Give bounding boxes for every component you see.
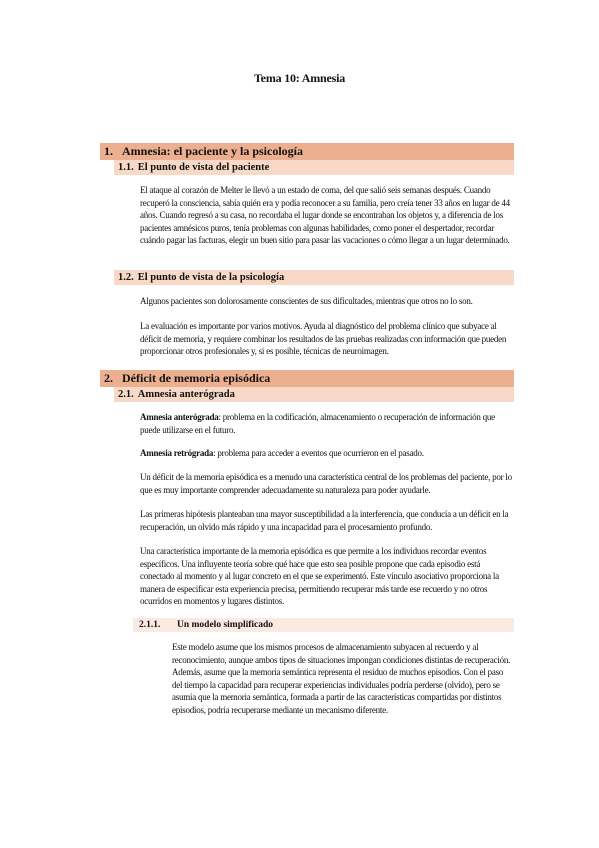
- definition-text: : problema para acceder a eventos que ocurrieron en el pasado.: [213, 448, 424, 458]
- document-title: Tema 10: Amnesia: [253, 71, 346, 85]
- subsection-title: Amnesia anterógrada: [137, 389, 235, 400]
- paragraph: El ataque al corazón de Melter le llevó a un estado de coma, del que salió seis semanas después. Cuando recuperó la consciencia, sabía quién era y podía reconocer a su familia, pero creía tener 33 años en lugar de 44 años. Cuando regresó a su casa, no recordaba el lugar donde se encontraban los objetos y, a diferencia de los pacientes amnésicos puros, tenía problemas con algunas habilidades, como poner el despertador, recordar cuándo pagar las facturas, elegir un buen sitio para pasar las vacaciones o cómo llegar a un lugar determinado.: [140, 185, 510, 246]
- subsection-number: 1.2.: [118, 272, 134, 283]
- subsection-heading-1-1: [114, 160, 514, 175]
- definition-text: : problema en la codificación, almacenamiento o recuperación de información que puede utilizarse en el futuro.: [140, 412, 495, 435]
- section-title: Amnesia: el paciente y la psicología: [122, 144, 303, 158]
- definition-paragraph: [140, 447, 512, 460]
- section-number: 2.: [104, 371, 113, 385]
- subsubsection-title: Un modelo simplificado: [177, 620, 274, 630]
- section-heading-1: [100, 143, 514, 160]
- paragraph: Las primeras hipótesis planteaban una mayor susceptibilidad a la interferencia, que conducía a un déficit en la recuperación, un olvido más rápido y una incapacidad para el procesamiento profundo.: [140, 509, 509, 532]
- subsection-title: El punto de vista de la psicología: [137, 272, 285, 283]
- subsubsection-heading-2-1-1: [133, 618, 514, 632]
- subsubsection-number: 2.1.1.: [139, 620, 161, 630]
- definition-paragraph: [140, 411, 512, 436]
- subsection-title: El punto de vista del paciente: [137, 162, 270, 173]
- paragraph: Este modelo asume que los mismos procesos de almacenamiento subyacen al recuerdo y al reconocimiento, aunque ambos tipos de situaciones impongan condiciones distintas de recuperación. Además, asume que la memoria semántica representa el residuo de muchos episodios. Con el paso del tiempo la capacidad para recuperar experiencias individuales podría perderse (olvido), pero se asumía que la memoria semántica, formada a partir de las características compartidas por distintos episodios, podría recuperarse mediante un mecanismo diferente.: [172, 642, 511, 715]
- section-heading-2: [100, 370, 514, 387]
- section-number: 1.: [104, 144, 113, 158]
- subsection-number: 1.1.: [118, 162, 134, 173]
- definition-term: Amnesia retrógrada: [140, 448, 214, 458]
- paragraph: La evaluación es importante por varios motivos. Ayuda al diagnóstico del problema clínico que subyace al déficit de memoria, y requiere combinar los resultados de las pruebas realizadas con información que pueden proporcionar otros profesionales y, si es posible, técnicas de neuroimagen.: [140, 321, 507, 357]
- subsection-heading-1-2: [114, 270, 514, 285]
- definition-term: Amnesia anterógrada: [140, 412, 219, 422]
- section-title: Déficit de memoria episódica: [122, 371, 271, 385]
- subsection-heading-2-1: [114, 387, 514, 402]
- paragraph: Un déficit de la memoria episódica es a menudo una característica central de los problemas del paciente, por lo que es muy importante comprender adecuadamente su naturaleza para poder ayudarle.: [140, 472, 512, 495]
- paragraph: Algunos pacientes son dolorosamente conscientes de sus dificultades, mientras que otros no lo son.: [140, 296, 473, 306]
- paragraph: Una característica importante de la memoria episódica es que permite a los individuos recordar eventos específicos. Una influyente teoría sobre qué hace que esto sea posible propone que cada episodio está conectado al momento y al lugar concreto en el que se experimentó. Este vínculo asociativo proporciona la manera de especificar esta experiencia precisa, permitiendo recuperar más tarde ese recuerdo y no otros ocurridos en momentos y lugares distintos.: [140, 546, 499, 607]
- subsection-number: 2.1.: [118, 389, 134, 400]
